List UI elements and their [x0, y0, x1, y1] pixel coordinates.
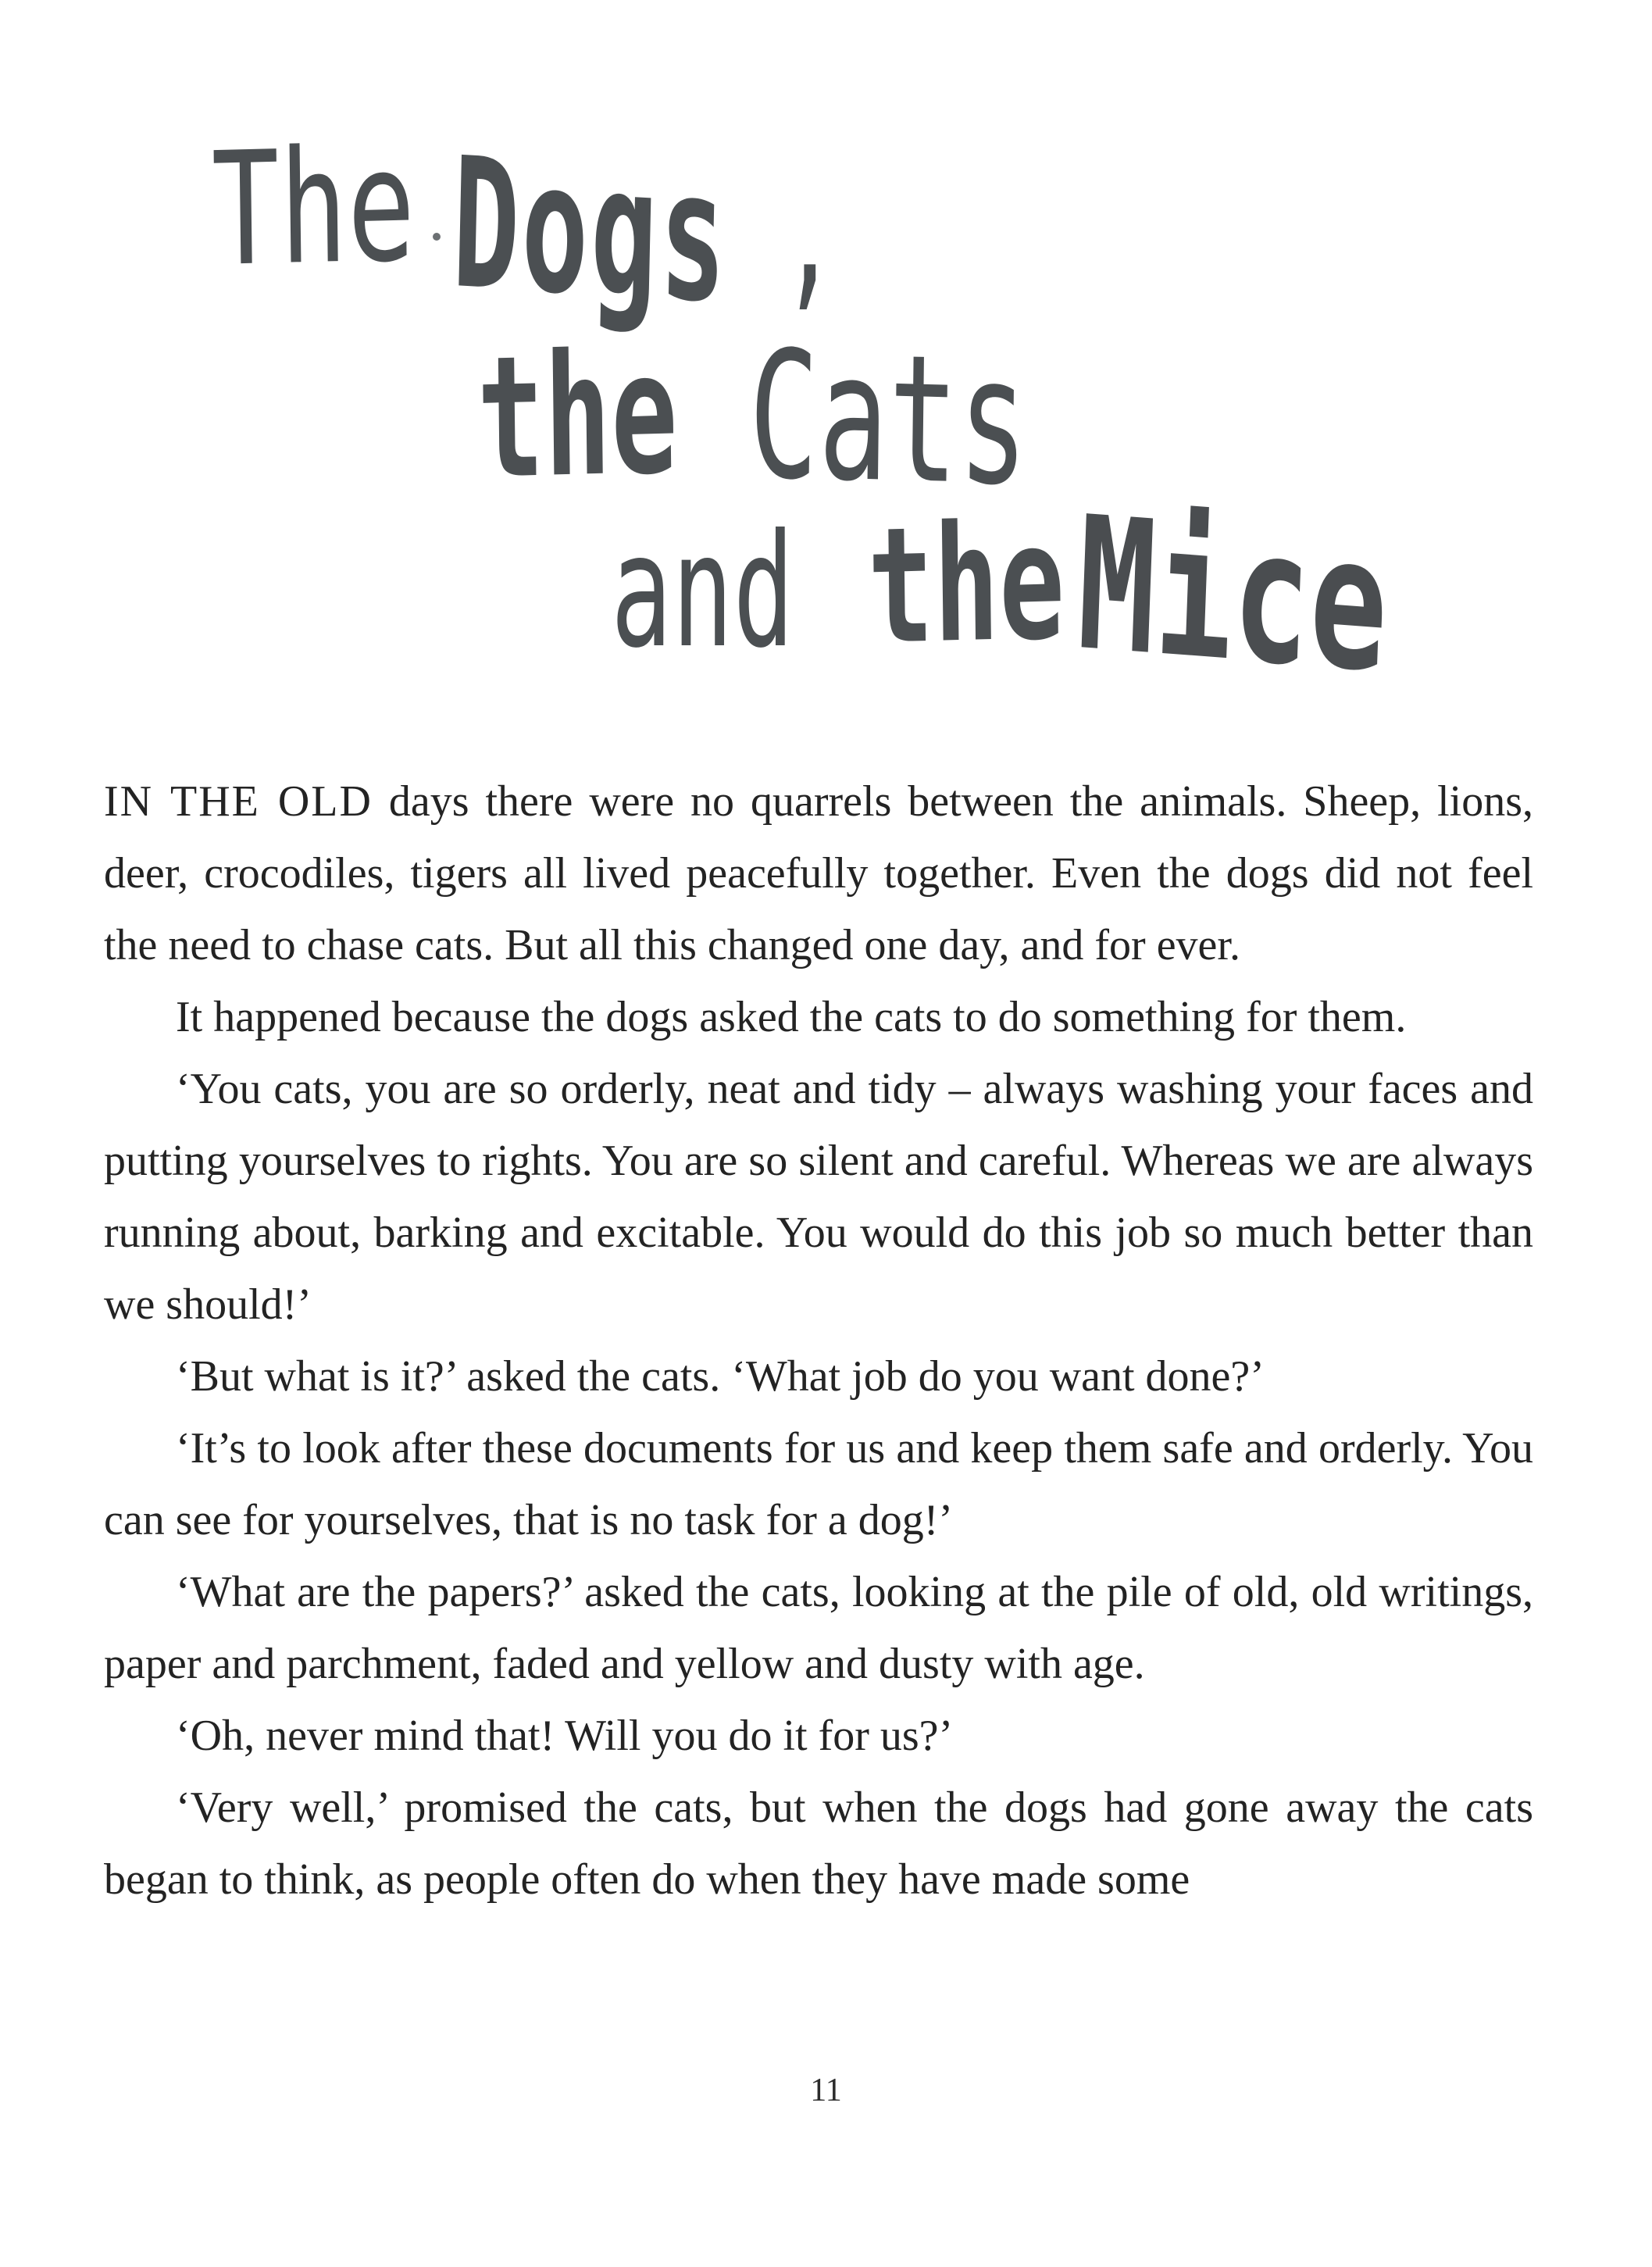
- title-word-the: The: [210, 114, 416, 302]
- paragraph: ‘You cats, you are so orderly, neat and tidy – always washing your faces and putting yourselves to rights. You are so silent and careful. Whereas we are always running about, barking and excitable. You would do this job so much better than we should!’: [104, 1065, 1533, 1329]
- page-number: 11: [810, 2072, 842, 2108]
- title-word-the: the: [476, 315, 679, 516]
- title-dot-ornament: [433, 233, 441, 241]
- paragraph: ‘It’s to look after these documents for us and keep them safe and orderly. You can see for yourselves, that is no task for a dog!’: [104, 1424, 1533, 1544]
- title-comma: ,: [781, 143, 838, 325]
- title-word-mice: Mice: [1074, 477, 1392, 714]
- title-word-cats: Cats: [748, 313, 1029, 526]
- paragraph: ‘But what is it?’ asked the cats. ‘What job do you want done?’: [176, 1352, 1265, 1401]
- title-word-and: and: [611, 501, 794, 683]
- chapter-title: [0, 0, 1652, 714]
- paragraph: ‘What are the papers?’ asked the cats, looking at the pile of old, old writings, paper and parchment, faded and yellow and dusty with age.: [104, 1568, 1533, 1688]
- paragraph-text: days there were no quarrels between the animals. Sheep, lions, deer, crocodiles, tigers all lived peacefully together. Even the dogs did not feel the need to chase cats. But all this changed one day, and for ever.: [104, 777, 1534, 969]
- title-word-the: the: [866, 489, 1066, 680]
- paragraph: ‘Oh, never mind that! Will you do it for us?’: [176, 1712, 954, 1760]
- opening-small-caps: IN THE OLD: [104, 777, 373, 826]
- story-body: [104, 766, 1533, 1915]
- paragraph: [104, 766, 1533, 981]
- title-word-dogs: Dogs: [450, 120, 731, 344]
- paragraph: It happened because the dogs asked the cats to do something for them.: [176, 993, 1407, 1041]
- paragraph: ‘Very well,’ promised the cats, but when the dogs had gone away the cats began to think, as people often do when they have made some: [104, 1783, 1533, 1904]
